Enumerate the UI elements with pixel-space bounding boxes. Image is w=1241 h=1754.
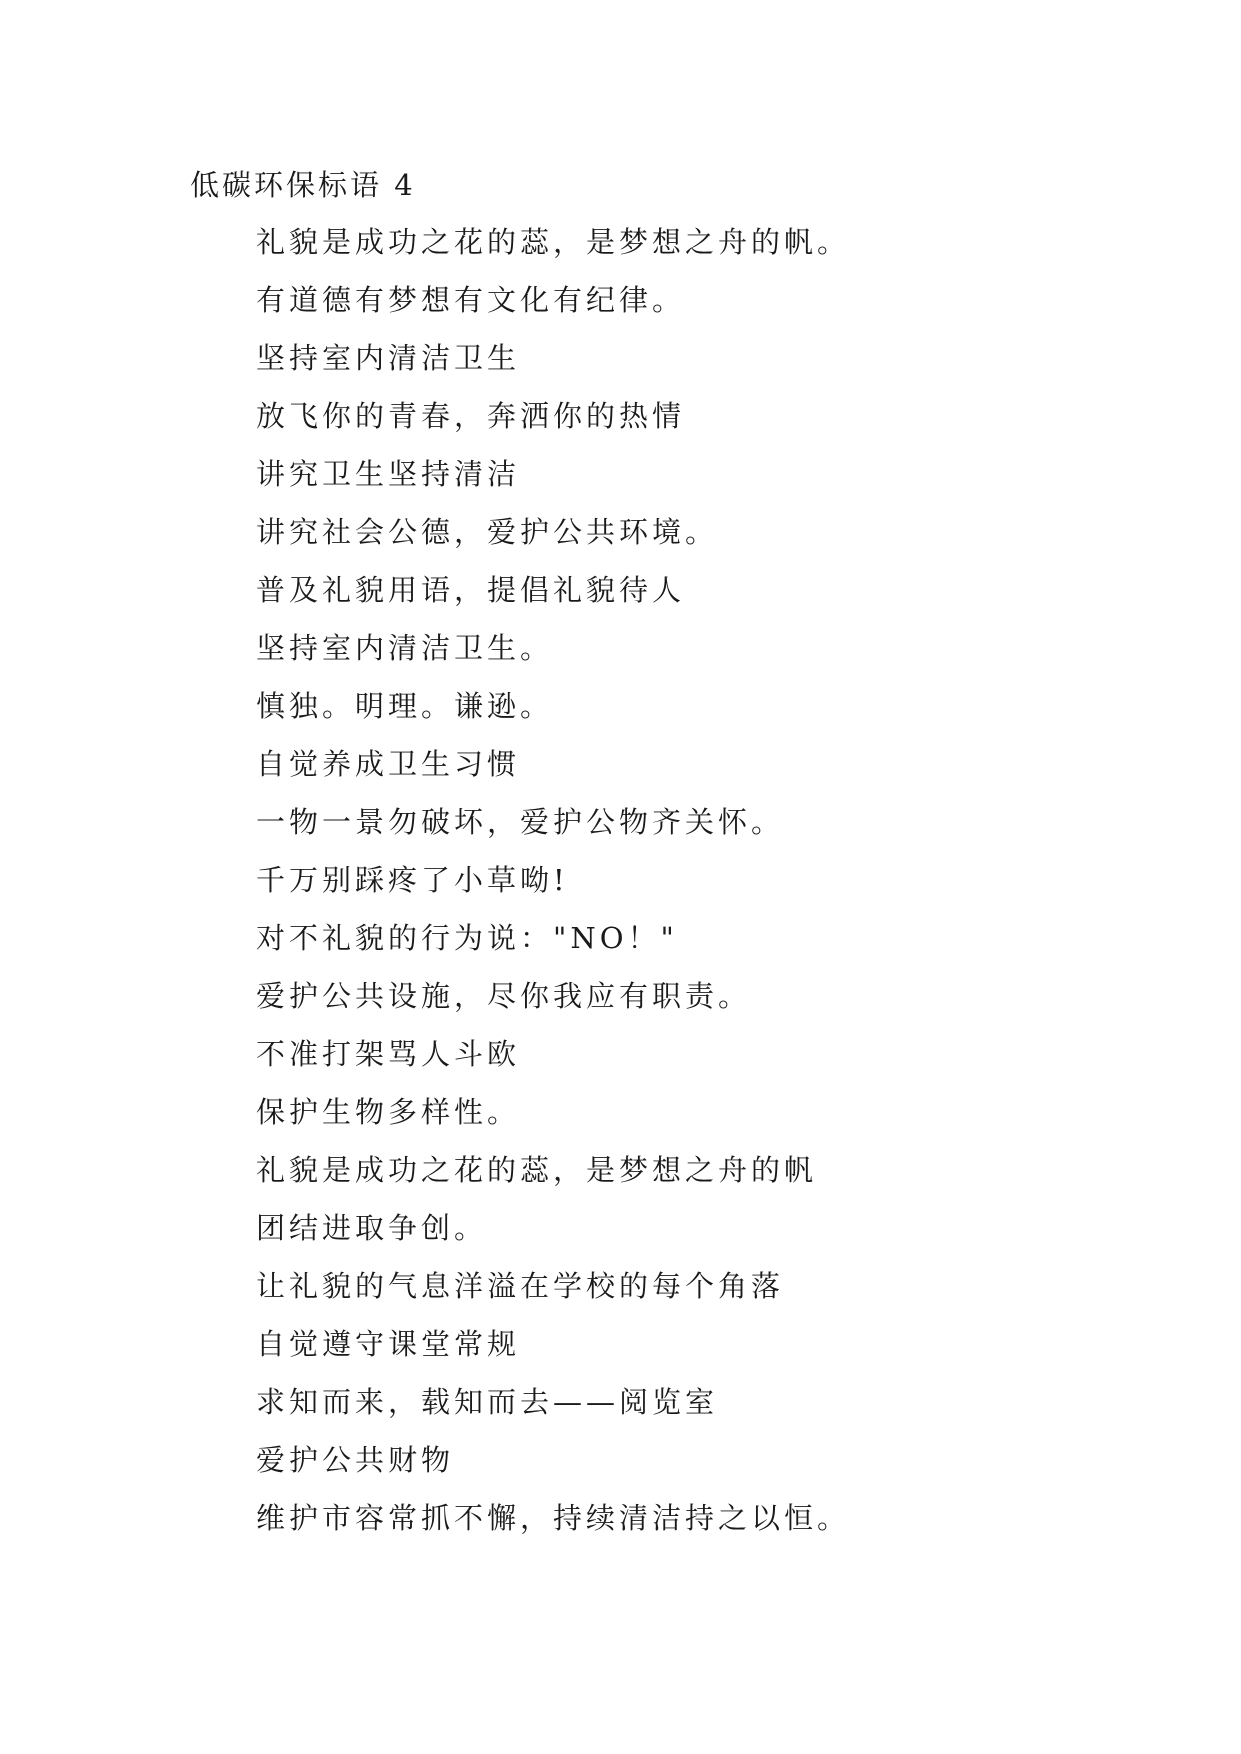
slogan-line: 慎独。明理。谦逊。 bbox=[256, 689, 554, 723]
slogan-line: 讲究卫生坚持清洁 bbox=[256, 457, 521, 491]
slogan-line: 爱护公共设施，尽你我应有职责。 bbox=[256, 979, 752, 1013]
slogan-line: 爱护公共财物 bbox=[256, 1443, 455, 1477]
slogan-line: 求知而来，载知而去——阅览室 bbox=[256, 1385, 719, 1419]
slogan-line: 有道德有梦想有文化有纪律。 bbox=[256, 283, 686, 317]
slogan-line: 维护市容常抓不懈，持续清洁持之以恒。 bbox=[256, 1501, 851, 1535]
slogan-line: 对不礼貌的行为说："NO！" bbox=[256, 921, 678, 955]
slogan-line: 团结进取争创。 bbox=[256, 1211, 488, 1245]
slogan-line: 自觉遵守课堂常规 bbox=[256, 1327, 521, 1361]
slogan-line: 坚持室内清洁卫生。 bbox=[256, 631, 554, 665]
slogan-line: 一物一景勿破坏，爱护公物齐关怀。 bbox=[256, 805, 785, 839]
slogan-line: 讲究社会公德，爱护公共环境。 bbox=[256, 515, 719, 549]
slogan-line: 让礼貌的气息洋溢在学校的每个角落 bbox=[256, 1269, 785, 1303]
slogan-list bbox=[256, 222, 850, 1556]
document-title: 低碳环保标语 4 bbox=[190, 168, 416, 202]
slogan-line: 自觉养成卫生习惯 bbox=[256, 747, 521, 781]
slogan-line: 千万别踩疼了小草呦! bbox=[256, 863, 569, 897]
slogan-line: 礼貌是成功之花的蕊，是梦想之舟的帆。 bbox=[256, 225, 851, 259]
slogan-line: 普及礼貌用语，提倡礼貌待人 bbox=[256, 573, 686, 607]
slogan-line: 礼貌是成功之花的蕊，是梦想之舟的帆 bbox=[256, 1153, 818, 1187]
slogan-line: 不准打架骂人斗欧 bbox=[256, 1037, 521, 1071]
slogan-line: 放飞你的青春，奔洒你的热情 bbox=[256, 399, 686, 433]
slogan-line: 保护生物多样性。 bbox=[256, 1095, 521, 1129]
slogan-line: 坚持室内清洁卫生 bbox=[256, 341, 521, 375]
